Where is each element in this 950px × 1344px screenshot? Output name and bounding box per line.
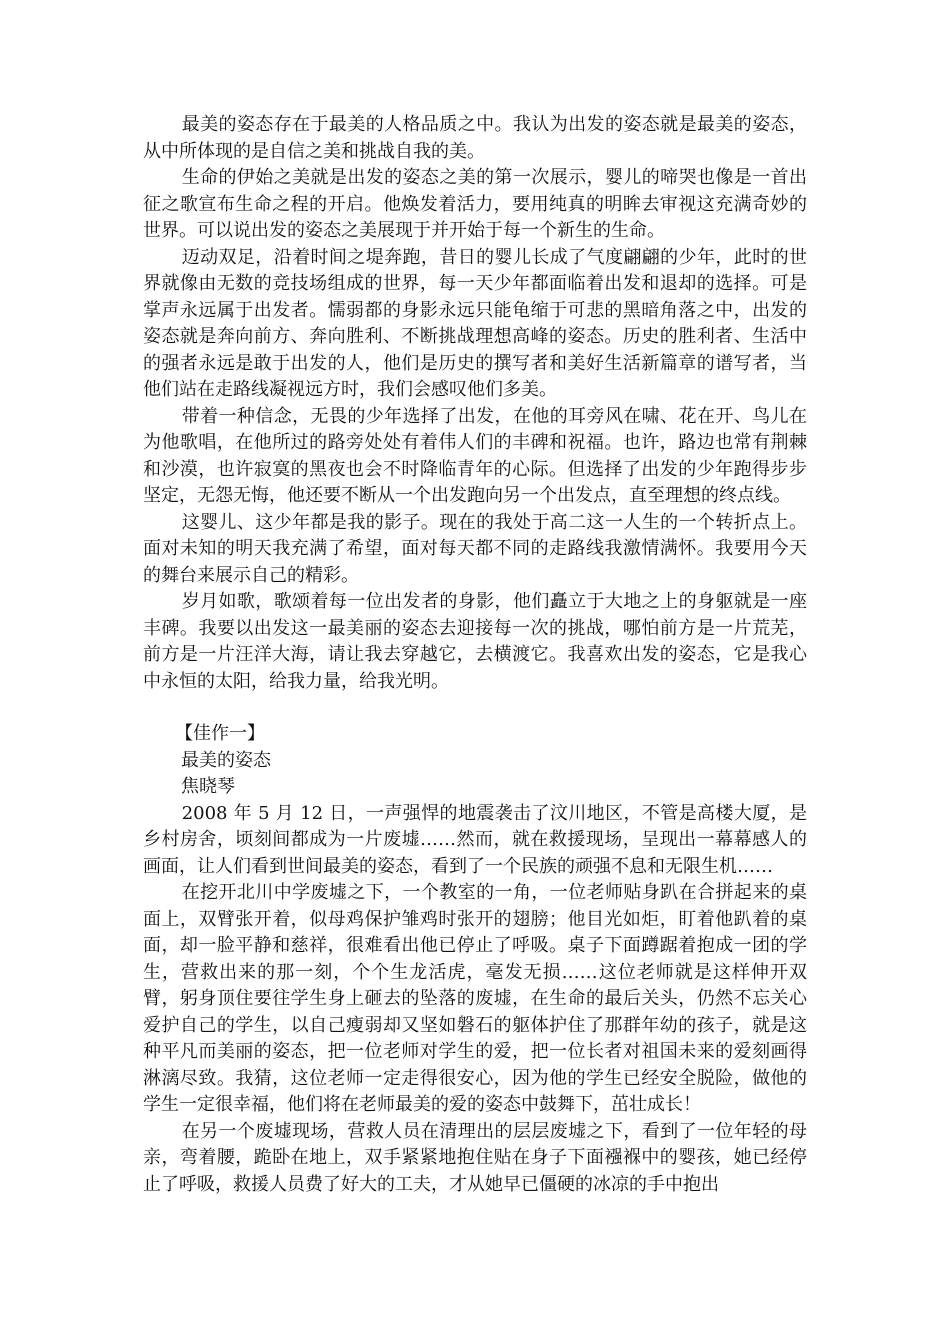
document-body bbox=[143, 112, 807, 1198]
section-spacer bbox=[143, 695, 807, 721]
essay2-paragraph-2: 在挖开北川中学废墟之下，一个教室的一角，一位老师贴身趴在合拼起来的桌面上，双臂张开着，似母鸡保护雏鸡时张开的翅膀；他目光如炬，盯着他趴着的桌面，却一脸平静和慈祥，很难看出他已停止了呼吸。桌子下面蹲踞着抱成一团的学生，营救出来的那一刻，个个生龙活虎，毫发无损……这位老师就是这样伸开双臂，躬身顶住要往学生身上砸去的坠落的废墟，在生命的最后关头，仍然不忘关心爱护自己的学生，以自己瘦弱却又坚如磐石的躯体护住了那群年幼的孩子，就是这种平凡而美丽的姿态，把一位老师对学生的爱，把一位长者对祖国未来的爱刻画得淋漓尽致。我猜，这位老师一定走得很安心，因为他的学生已经安全脱险，做他的学生一定很幸福，他们将在老师最美的爱的姿态中鼓舞下，茁壮成长！ bbox=[143, 882, 807, 1115]
essay2-author: 焦晓琴 bbox=[181, 776, 235, 797]
essay1-paragraph-3: 迈动双足，沿着时间之堤奔跑，昔日的婴儿长成了气度翩翩的少年，此时的世界就像由无数的竞技场组成的世界，每一天少年都面临着出发和退却的选择。可是掌声永远属于出发者。懦弱都的身影永远只能龟缩于可悲的黑暗角落之中，出发的姿态就是奔向前方、奔向胜利、不断挑战理想高峰的姿态。历史的胜利者、生活中的强者永远是敢于出发的人，他们是历史的撰写者和美好生活新篇章的谱写者，当他们站在走路线凝视远方时，我们会感叹他们多美。 bbox=[143, 246, 807, 400]
essay1-paragraph-1: 最美的姿态存在于最美的人格品质之中。我认为出发的姿态就是最美的姿态，从中所体现的是自信之美和挑战自我的美。 bbox=[143, 114, 807, 162]
essay1-paragraph-4: 带着一种信念，无畏的少年选择了出发，在他的耳旁风在啸、花在开、鸟儿在为他歌唱，在他所过的路旁处处有着伟人们的丰碑和祝福。也许，路边也常有荆棘和沙漠，也许寂寞的黑夜也会不时降临青年的心际。但选择了出发的少年跑得步步坚定，无怨无悔，他还要不断从一个出发跑向另一个出发点，直至理想的终点线。 bbox=[143, 405, 807, 506]
essay2-paragraph-3: 在另一个废墟现场，营救人员在清理出的层层废墟之下，看到了一位年轻的母亲，弯着腰，跪卧在地上，双手紧紧地抱住贴在身子下面襁褓中的婴孩，她已经停止了呼吸，救援人员费了好大的工夫，才从她早已僵硬的冰凉的手中抱出 bbox=[143, 1120, 807, 1195]
essay2-title: 最美的姿态 bbox=[181, 749, 271, 771]
essay2-paragraph-1: 2008 年 5 月 12 日，一声强悍的地震袭击了汶川地区，不管是高楼大厦，是乡村房舍，顷刻间都成为一片废墟……然而，就在救援现场，呈现出一幕幕感人的画面，让人们看到世间最美的姿态，看到了一个民族的顽强不息和无限生机…… bbox=[143, 802, 807, 877]
essay2-tag: 【佳作一】 bbox=[175, 723, 265, 744]
essay1-paragraph-6: 岁月如歌，歌颂着每一位出发者的身影，他们矗立于大地之上的身躯就是一座丰碑。我要以出发这一最美丽的姿态去迎接每一次的挑战，哪怕前方是一片荒芜，前方是一片汪洋大海，请让我去穿越它，去横渡它。我喜欢出发的姿态，它是我心中永恒的太阳，给我力量，给我光明。 bbox=[143, 591, 807, 692]
essay1-paragraph-2: 生命的伊始之美就是出发的姿态之美的第一次展示，婴儿的啼哭也像是一首出征之歌宣布生命之程的开启。他焕发着活力，要用纯真的明眸去审视这充满奇妙的世界。可以说出发的姿态之美展现于并开始于每一个新生的生命。 bbox=[143, 167, 807, 241]
essay1-paragraph-5: 这婴儿、这少年都是我的影子。现在的我处于高二这一人生的一个转折点上。面对未知的明天我充满了希望，面对每天都不同的走路线我激情满怀。我要用今天的舞台来展示自己的精彩。 bbox=[143, 511, 807, 586]
